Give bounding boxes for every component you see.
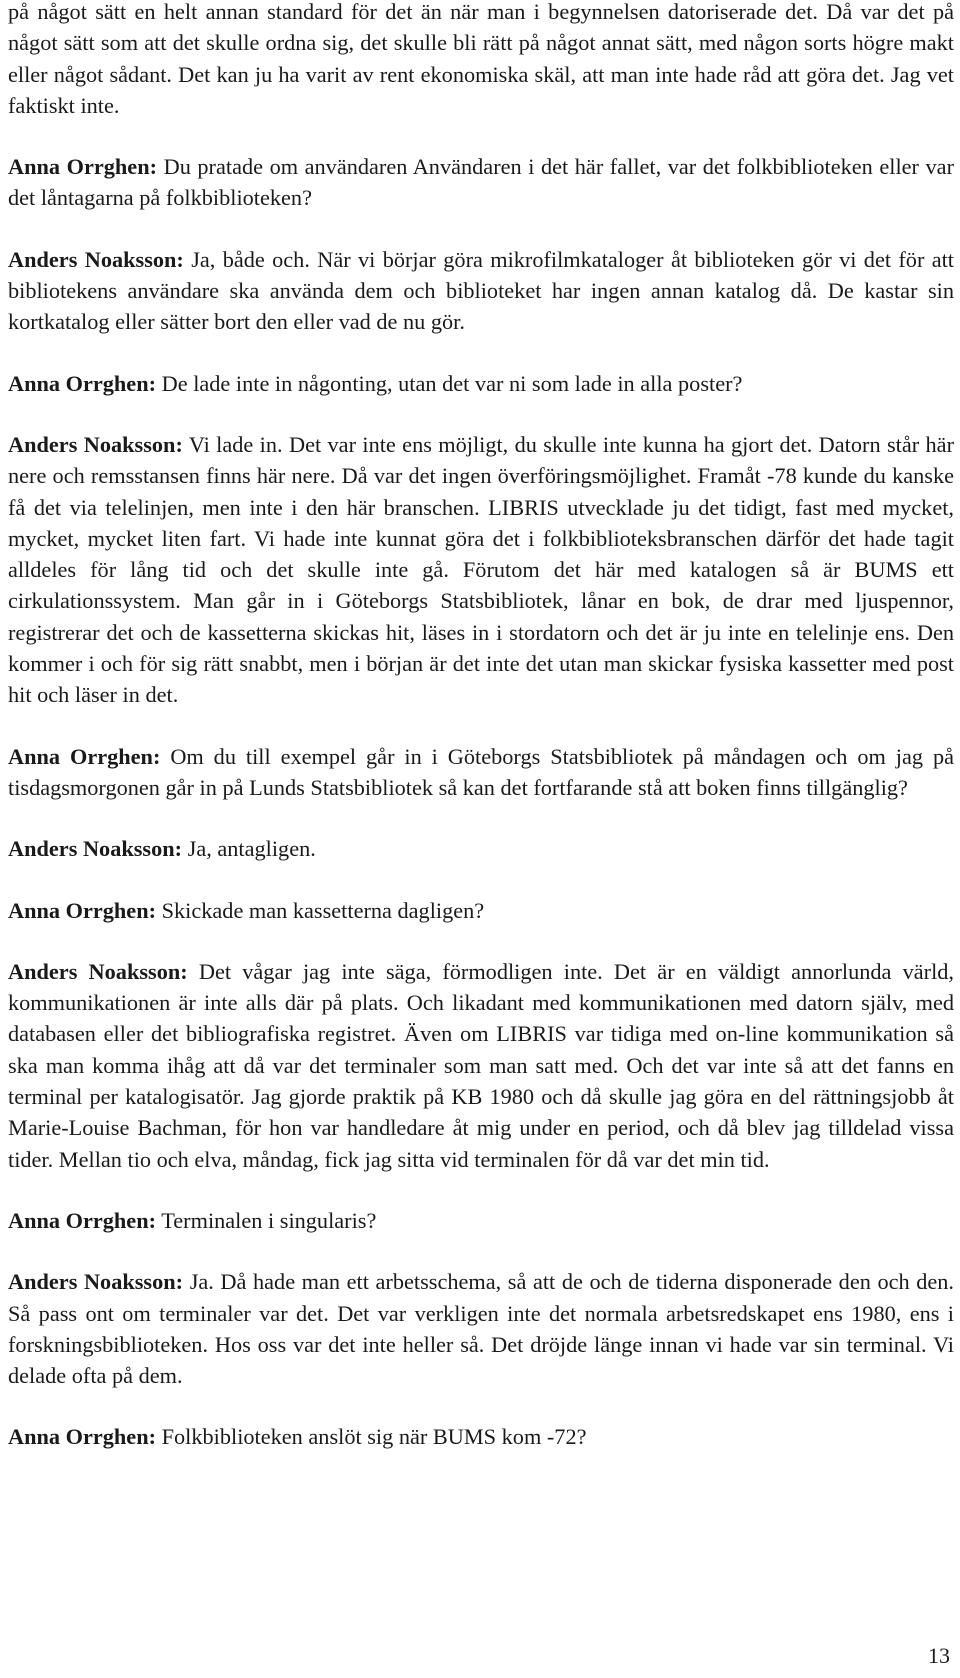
paragraph-turn <box>8 895 954 926</box>
paragraph-text: Ja, antagligen. <box>187 836 316 862</box>
interview-transcript <box>8 0 954 1483</box>
paragraph-text: Folkbiblioteken anslöt sig när BUMS kom -72? <box>161 1424 587 1450</box>
page-number: 13 <box>928 1643 950 1668</box>
speaker-name: Anna Orrghen: <box>8 1424 157 1450</box>
paragraph-turn <box>8 429 954 711</box>
paragraph-turn <box>8 368 954 399</box>
paragraph-text: Terminalen i singularis? <box>161 1207 377 1233</box>
paragraph-text: De lade inte in någonting, utan det var ni som lade in alla poster? <box>161 370 743 396</box>
paragraph-turn <box>8 151 954 214</box>
paragraph-text: på något sätt en helt annan standard för det än när man i begynnelsen datoriserade det. Då var det på något sätt som att det skulle ordna sig, det skulle bli rätt på något annat sätt, med någon sorts högre makt eller något sådant. Det kan ju ha varit av rent ekonomiska skäl, att man inte hade råd att göra det. Jag vet faktiskt inte. <box>8 0 954 118</box>
paragraph-text: Det vågar jag inte säga, förmodligen inte. Det är en väldigt annorlunda värld, kommunikationen är inte alls där på plats. Och likadant med kommunikationen med datorn själv, med databasen eller det bibliografiska registret. Även om LIBRIS var tidiga med on-line kommunikation så ska man komma ihåg att då var det terminaler som man satt med. Och det var inte så att det fanns en terminal per katalogisatör. Jag gjorde praktik på KB 1980 och då skulle jag göra en del rättningsjobb åt Marie-Louise Bachman, för hon var handledare åt mig under en period, och då blev jag tilldelad vissa tider. Mellan tio och elva, måndag, fick jag sitta vid terminalen för då var det min tid. <box>8 958 955 1172</box>
speaker-name: Anders Noaksson: <box>8 1269 184 1295</box>
paragraph-text: Du pratade om användaren Användaren i det här fallet, var det folkbiblioteken eller var det låntagarna på folkbiblioteken? <box>8 154 954 211</box>
paragraph-turn <box>8 1421 954 1452</box>
speaker-name: Anders Noaksson: <box>8 246 184 272</box>
paragraph-intro <box>8 0 954 121</box>
speaker-name: Anders Noaksson: <box>8 836 183 862</box>
speaker-name: Anna Orrghen: <box>8 154 158 180</box>
paragraph-turn <box>8 1205 954 1236</box>
paragraph-text: Vi lade in. Det var inte ens möjligt, du skulle inte kunna ha gjort det. Datorn står här nere och remsstansen finns här nere. Då var det ingen överföringsmöjlighet. Framåt -78 kunde du kanske få det via telelinjen, men inte i den här branschen. LIBRIS utvecklade ju det tidigt, fast med mycket, mycket, mycket liten fart. Vi hade inte kunnat göra det i folkbiblioteksbranschen därför det hade tagit alldeles för lång tid och det skulle inte gå. Förutom det här med katalogen så är BUMS ett cirkulationssystem. Man går in i Göteborgs Statsbibliotek, lånar en bok, de drar med ljuspennor, registrerar det och de kassetterna skickas hit, läses in i stordatorn och det är ju inte en telelinje ens. Den kommer i och för sig rätt snabbt, men i början är det inte det utan man skickar fysiska kassetter med post hit och läser in det. <box>8 431 954 708</box>
paragraph-turn <box>8 1266 954 1391</box>
paragraph-turn <box>8 741 954 804</box>
speaker-name: Anna Orrghen: <box>8 897 157 923</box>
speaker-name: Anna Orrghen: <box>8 743 161 769</box>
speaker-name: Anders Noaksson: <box>8 431 183 457</box>
speaker-name: Anna Orrghen: <box>8 1207 157 1233</box>
paragraph-text: Ja, både och. När vi börjar göra mikrofilmkataloger åt biblioteken gör vi det för att bibliotekens användare ska använda dem och biblioteket har ingen annan katalog då. De kastar sin kortkatalog eller sätter bort den eller vad de nu gör. <box>8 246 955 335</box>
speaker-name: Anna Orrghen: <box>8 370 157 396</box>
paragraph-turn <box>8 244 954 338</box>
paragraph-text: Ja. Då hade man ett arbetsschema, så att de och de tiderna disponerade den och den. Så pass ont om terminaler var det. Det var verkligen inte det normala arbetsredskapet ens 1980, ens i forskningsbiblioteken. Hos oss var det inte heller så. Det dröjde länge innan vi hade var sin terminal. Vi delade ofta på dem. <box>8 1269 955 1389</box>
paragraph-text: Om du till exempel går in i Göteborgs Statsbibliotek på måndagen och om jag på tisdagsmorgonen går in på Lunds Statsbibliotek så kan det fortfarande stå att boken finns tillgänglig? <box>8 743 954 800</box>
paragraph-turn <box>8 833 954 864</box>
paragraph-text: Skickade man kassetterna dagligen? <box>161 897 485 923</box>
speaker-name: Anders Noaksson: <box>8 958 188 984</box>
paragraph-turn <box>8 956 954 1175</box>
